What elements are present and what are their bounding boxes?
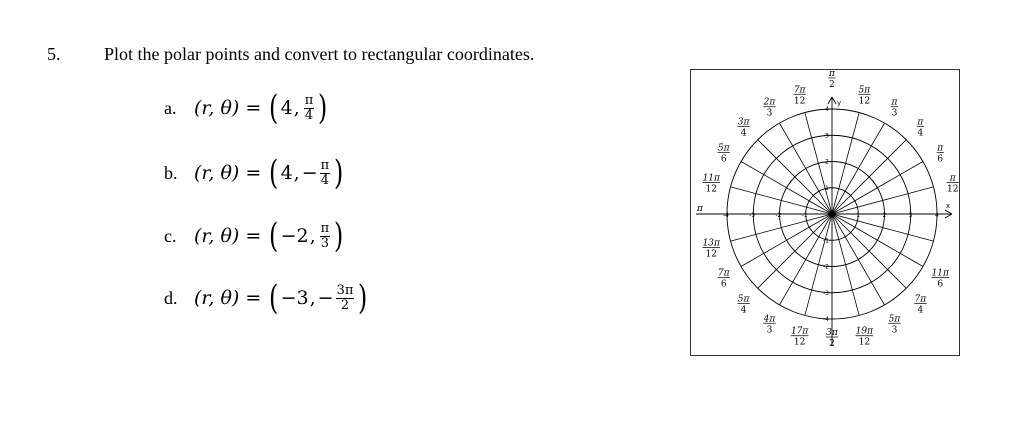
question-text: Plot the polar points and convert to rectangular coordinates. xyxy=(104,44,535,64)
axis-tick-label: -2 xyxy=(823,263,829,271)
part-label: a. xyxy=(164,97,177,118)
math-prefix: (r, θ) = xyxy=(194,287,262,309)
y-axis-label: y xyxy=(837,99,842,107)
svg-text:2π: 2π xyxy=(763,97,776,108)
theta-fraction: $\frac{\pi}{3}$ xyxy=(320,220,330,251)
r-value: −3 xyxy=(280,287,309,309)
svg-text:5π: 5π xyxy=(888,314,901,325)
part-a xyxy=(164,88,330,128)
axis-tick-label: -2 xyxy=(775,212,782,219)
svg-text:3: 3 xyxy=(766,108,773,119)
part-c xyxy=(164,216,345,256)
theta-sign: − xyxy=(317,287,334,309)
theta-fraction: $\frac{\pi}{4}$ xyxy=(320,157,330,188)
theta-fraction: $\frac{\pi}{4}$ xyxy=(304,92,314,123)
math-prefix: (r, θ) = xyxy=(194,97,262,119)
axis-tick-label: 1 xyxy=(825,184,829,192)
svg-text:12: 12 xyxy=(705,249,717,260)
part-label: d. xyxy=(164,287,178,308)
svg-text:11π: 11π xyxy=(931,268,949,279)
polar-point-expression: (r, θ) = ( −2 , $\frac{\pi}{3}$ ) xyxy=(194,216,344,256)
axis-tick-label: -3 xyxy=(749,212,756,219)
svg-text:12: 12 xyxy=(793,96,806,107)
r-value: 4 xyxy=(280,162,293,184)
math-prefix: (r, θ) = xyxy=(194,162,262,184)
svg-text:2: 2 xyxy=(829,339,835,349)
polar-grid xyxy=(690,69,960,356)
svg-text:12: 12 xyxy=(793,337,806,348)
part-d xyxy=(164,278,370,318)
angle-label xyxy=(858,85,871,106)
axis-tick-label: 2 xyxy=(882,212,887,219)
svg-text:19π: 19π xyxy=(855,326,874,337)
svg-text:4: 4 xyxy=(917,128,924,139)
svg-text:3: 3 xyxy=(766,325,773,336)
svg-text:6: 6 xyxy=(720,279,727,290)
svg-text:4: 4 xyxy=(917,305,924,316)
part-b xyxy=(164,153,345,193)
axis-tick-label: 4 xyxy=(935,212,939,219)
svg-text:4π: 4π xyxy=(763,314,776,325)
svg-text:π: π xyxy=(829,69,835,79)
axis-tick-label: 4 xyxy=(825,106,829,113)
angle-label xyxy=(936,144,944,165)
part-label: b. xyxy=(164,162,178,183)
svg-text:5π: 5π xyxy=(717,143,730,154)
theta-fraction: $\frac{3\pi}{2}$ xyxy=(336,282,354,313)
part-label: c. xyxy=(164,225,177,246)
svg-text:17π: 17π xyxy=(790,326,809,337)
svg-text:4: 4 xyxy=(740,305,747,316)
angle-label xyxy=(696,204,704,214)
svg-text:π: π xyxy=(949,173,956,184)
axis-tick-label: -3 xyxy=(823,289,829,297)
axis-tick-label: 3 xyxy=(825,132,829,140)
svg-text:5π: 5π xyxy=(858,85,871,96)
svg-text:7π: 7π xyxy=(717,268,730,279)
svg-text:π: π xyxy=(891,97,898,108)
r-value: −2 xyxy=(280,225,309,247)
svg-text:3: 3 xyxy=(891,108,898,119)
svg-text:7π: 7π xyxy=(793,85,806,96)
svg-text:π: π xyxy=(917,117,924,128)
svg-text:12: 12 xyxy=(705,184,717,195)
svg-text:5π: 5π xyxy=(737,294,750,305)
svg-text:7π: 7π xyxy=(914,294,927,305)
svg-text:13π: 13π xyxy=(702,238,720,249)
question-number: 5. xyxy=(47,44,61,64)
axis-tick-label: 2 xyxy=(825,158,829,166)
polar-point-expression: (r, θ) = ( −3 , − $\frac{3\pi}{2}$ ) xyxy=(194,278,368,318)
svg-text:11π: 11π xyxy=(702,173,720,184)
axis-tick-label: -1 xyxy=(823,237,829,245)
svg-text:12: 12 xyxy=(858,96,871,107)
svg-text:6: 6 xyxy=(937,154,944,165)
axis-tick-label: -4 xyxy=(823,316,829,323)
svg-text:12: 12 xyxy=(947,184,959,195)
r-value: 4 xyxy=(280,97,293,119)
axis-tick-label: 3 xyxy=(908,212,913,219)
svg-text:4: 4 xyxy=(740,128,747,139)
svg-text:12: 12 xyxy=(858,337,871,348)
origin-point xyxy=(830,212,833,215)
svg-text:6: 6 xyxy=(937,279,944,290)
angle-label xyxy=(916,118,924,139)
svg-text:π: π xyxy=(937,143,944,154)
svg-text:2: 2 xyxy=(829,80,835,90)
axis-tick-label: -1 xyxy=(801,212,808,219)
polar-point-expression: (r, θ) = ( 4 , − $\frac{\pi}{4}$ ) xyxy=(194,153,344,193)
polar-point-expression: (r, θ) = ( 4 , $\frac{\pi}{4}$ ) xyxy=(194,88,328,128)
theta-sign: − xyxy=(301,162,318,184)
svg-text:3: 3 xyxy=(891,325,898,336)
svg-text:3π: 3π xyxy=(737,117,750,128)
angle-label xyxy=(828,69,836,90)
angle-label xyxy=(891,98,899,119)
x-axis-label: x xyxy=(946,202,951,210)
math-prefix: (r, θ) = xyxy=(194,225,262,247)
svg-text:3π: 3π xyxy=(826,328,838,338)
angle-label xyxy=(793,85,806,106)
axis-tick-label: -4 xyxy=(723,212,729,219)
svg-text:6: 6 xyxy=(720,154,727,165)
axis-tick-label: 1 xyxy=(856,212,861,219)
svg-text:π: π xyxy=(697,204,703,214)
